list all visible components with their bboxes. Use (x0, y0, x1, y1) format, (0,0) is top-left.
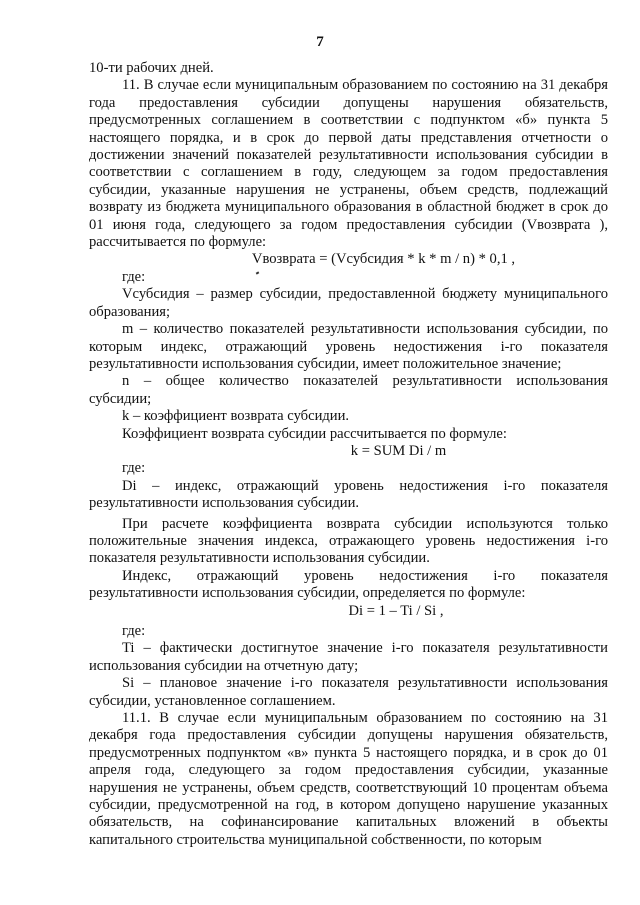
paragraph-clause-11-1: 11.1. В случае если муниципальным образованием по состоянию на 31 декабря года предоставления субсидии допущены нарушения обязательств, предусмотренных подпунктом «в» пункта 5 настоящего порядка, и в срок до 01 апреля года, следующего за годом предоставления субсидии, указанные нарушения не устранены, объем средств, соответствующий 10 процентам объема субсидии, предусмотренной на год, в котором допущено нарушение указанных обязательств, на софинансирование капитальных вложений в объекты капитального строительства муниципальной собственности, по которым (89, 710, 608, 848)
paragraph-k-formula-intro: Коэффициент возврата субсидии рассчитывается по формуле: (122, 425, 507, 442)
definition-v-subsidy: Vсубсидия – размер субсидии, предоставленной бюджету муниципального образования; (89, 286, 608, 320)
where-label: где: (122, 268, 146, 285)
definition-si: Si – плановое значение i-го показателя результативности использования субсидии, установленное соглашением. (89, 675, 608, 709)
formula-return-volume: Vвозврата = (Vсубсидия * k * m / n) * 0,1 , (251, 251, 516, 268)
paragraph-clause-11: 11. В случае если муниципальным образованием по состоянию на 31 декабря года предоставления субсидии допущены нарушения обязательств, предусмотренных соглашением в соответствии с подпунктом «б» пункта 5 настоящего порядка, и в срок до первой даты представления отчетности о достижении значений показателей результативности использования субсидии в соответствии с соглашением в году, следующем за годом предоставления субсидии, указанные нарушения не устранены, объем средств, подлежащий возврату из бюджета муниципального образования в областной бюджет в срок до 01 июня года, следующего за годом предоставления субсидии (Vвозврата ), рассчитывается по формуле: (89, 77, 608, 251)
definition-ti: Ti – фактически достигнутое значение i-го показателя результативности использования субсидии на отчетную дату; (89, 640, 608, 674)
paragraph-index-intro: Индекс, отражающий уровень недостижения i-го показателя результативности использования субсидии, определяется по формуле: (89, 567, 608, 602)
where-label: где: (122, 623, 146, 639)
document-body (89, 60, 608, 849)
definition-di: Di – индекс, отражающий уровень недостижения i-го показателя результативности использования субсидии. (89, 477, 608, 512)
formula-di: Di = 1 – Ti / Si , (348, 602, 444, 619)
definition-k: k – коэффициент возврата субсидии. (122, 408, 350, 425)
paragraph-positive-values: При расчете коэффициента возврата субсидии используются только положительные значения индекса, отражающего уровень недостижения i-го показателя результативности использования субсидии. (89, 515, 608, 567)
page-number: 7 (316, 34, 324, 50)
where-label: где: (122, 460, 146, 477)
formula-k: k = SUM Di / m (350, 442, 447, 459)
definition-n: n – общее количество показателей результативности использования субсидии; (89, 373, 608, 407)
definition-m: m – количество показателей результативности использования субсидии, по которым индекс, отражающий уровень недостижения i-го показателя результативности использования субсидии, имеет положительное значение; (89, 321, 608, 372)
paragraph-continuation: 10-ти рабочих дней. (89, 60, 214, 76)
